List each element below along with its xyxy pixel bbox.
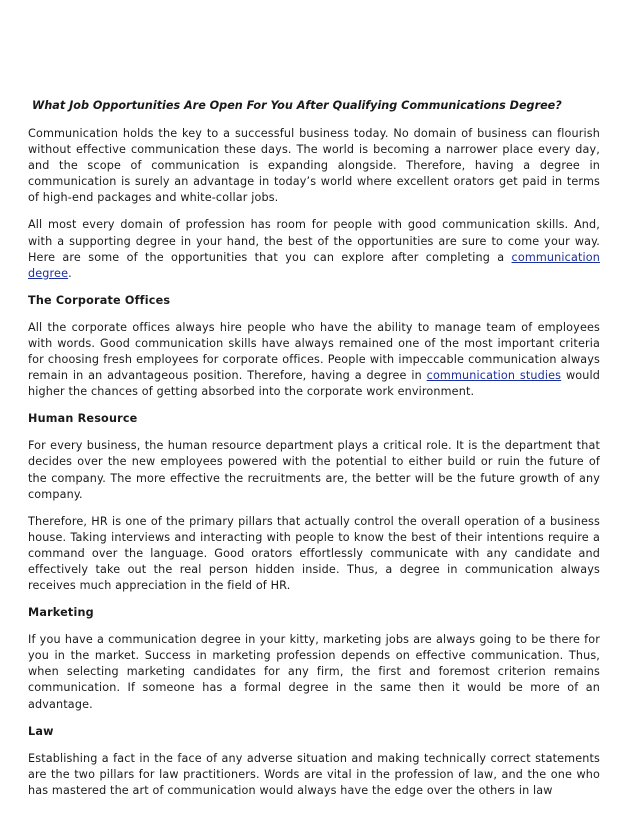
- document-title: What Job Opportunities Are Open For You After Qualifying Communications Degree?: [32, 99, 562, 112]
- communication-studies-link[interactable]: communication studies: [426, 369, 562, 383]
- law-paragraph: Establishing a fact in the face of any adverse situation and making technically correct statements are the two pillars for law practitioners. Words are vital in the profession of law, and the one who has mastered the art of communication would always have the edge over the others in law: [28, 751, 600, 797]
- corporate-paragraph: [28, 320, 600, 400]
- marketing-paragraph: If you have a communication degree in your kitty, marketing jobs are always going to be there for you in the market. Success in marketing profession depends on effective communication. Thus, when selecting marketing candidates for any firm, the first and foremost criterion remains communication. If someone has a formal degree in the same then it would be more of an advantage.: [28, 633, 600, 711]
- hr-paragraph-1: For every business, the human resource department plays a critical role. It is the department that decides over the new employees powered with the potential to either build or ruin the future of the company. The more effective the recruitments are, the better will be the future growth of any company.: [28, 439, 600, 501]
- corporate-paragraph-end: would higher the chances of getting absorbed into the corporate work environment.: [28, 369, 600, 399]
- hr-paragraph-2: Therefore, HR is one of the primary pillars that actually control the overall operation of a business house. Taking interviews and interacting with people to know the best of their intentions require a command over the language. Good orators effortlessly communicate with any candidate and effectively take out the real person hidden inside. Thus, a degree in communication always receives much appreciation in the field of HR.: [28, 514, 600, 593]
- section-heading-law: Law: [28, 724, 54, 738]
- corporate-paragraph-text: All the corporate offices always hire people who have the ability to manage team of employees with words. Good communication skills have always remained one of the most important criteria for choosing fresh employees for corporate offices. People with impeccable communication always remain in an advantageous position. Therefore, having a degree in: [28, 320, 600, 383]
- section-heading-hr: Human Resource: [28, 412, 138, 426]
- intro-paragraph-2-end: .: [68, 266, 72, 280]
- intro-paragraph-2: [28, 217, 600, 281]
- section-heading-marketing: Marketing: [28, 606, 94, 620]
- intro-paragraph-2-text: All most every domain of profession has room for people with good communication skills. And, with a supporting degree in your hand, the best of the opportunities are sure to come your way. Here are some of the opportunities that you can explore after completing a: [28, 218, 600, 264]
- document-page: [28, 98, 600, 810]
- intro-paragraph-1: Communication holds the key to a successful business today. No domain of business can flourish without effective communication these days. The world is becoming a narrower place every day, and the scope of communication is expanding alongside. Therefore, having a degree in communication is surely an advantage in today’s world where excellent orators get paid in terms of high-end packages and white-collar jobs.: [28, 127, 600, 205]
- section-heading-corporate: The Corporate Offices: [28, 293, 171, 307]
- communication-degree-link[interactable]: communication degree: [28, 250, 600, 280]
